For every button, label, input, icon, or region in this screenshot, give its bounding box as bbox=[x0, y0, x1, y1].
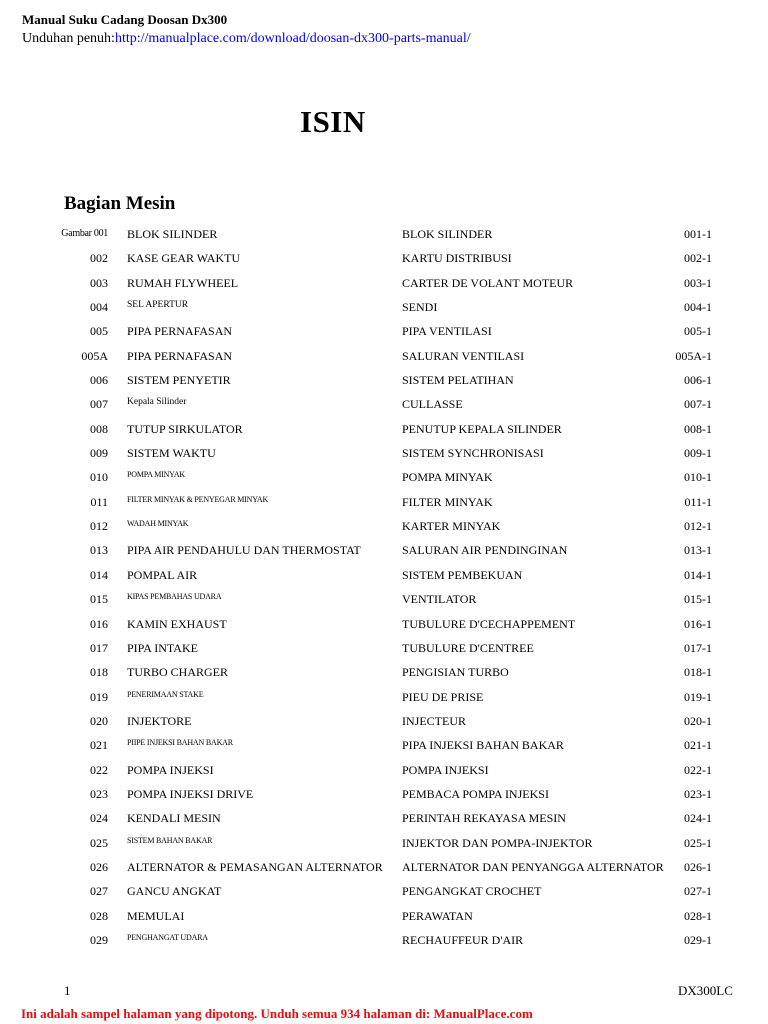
part-name: SISTEM PENYETIR bbox=[127, 373, 231, 388]
page-reference: 023-1 bbox=[684, 786, 712, 801]
page-reference: 019-1 bbox=[684, 689, 712, 704]
part-name-alt: KARTU DISTRIBUSI bbox=[402, 251, 512, 266]
part-name: KENDALI MESIN bbox=[127, 811, 221, 826]
figure-number: 013 bbox=[90, 543, 108, 558]
part-name: POMPAL AIR bbox=[127, 567, 198, 582]
download-link[interactable]: http://manualplace.com/download/doosan-dx300-parts-manual/ bbox=[114, 31, 471, 46]
figure-number: 006 bbox=[90, 373, 108, 388]
part-name: POMPA MINYAK bbox=[127, 470, 185, 480]
page-reference: 002-1 bbox=[684, 251, 712, 266]
toc-row bbox=[0, 834, 768, 858]
part-name-alt: POMPA INJEKSI bbox=[402, 762, 489, 777]
part-name-alt: PIPA INJEKSI BAHAN BAKAR bbox=[402, 738, 564, 753]
part-name-alt: BLOK SILINDER bbox=[402, 227, 493, 241]
part-name: GANCU ANGKAT bbox=[127, 884, 222, 899]
page-reference: 016-1 bbox=[684, 616, 712, 631]
part-name-alt: PIPA VENTILASI bbox=[402, 324, 492, 339]
page-reference: 029-1 bbox=[684, 932, 712, 947]
page-reference: 028-1 bbox=[684, 908, 712, 923]
figure-number: 027 bbox=[90, 884, 108, 899]
toc-row bbox=[0, 298, 768, 322]
figure-number: 019 bbox=[90, 689, 108, 704]
toc-row bbox=[0, 541, 768, 565]
figure-number: 009 bbox=[90, 446, 108, 461]
toc-row bbox=[0, 907, 768, 931]
part-name: TURBO CHARGER bbox=[127, 665, 229, 680]
part-name: TUTUP SIRKULATOR bbox=[127, 421, 243, 436]
part-name: PIPA PERNAFASAN bbox=[127, 348, 233, 363]
document-title: Manual Suku Cadang Doosan Dx300 bbox=[22, 12, 228, 27]
page-reference: 001-1 bbox=[684, 227, 712, 241]
part-name: PENGHANGAT UDARA bbox=[127, 932, 208, 942]
part-name: SEL APERTUR bbox=[127, 300, 189, 311]
part-name: MEMULAI bbox=[127, 908, 185, 923]
toc-row bbox=[0, 444, 768, 468]
part-name: BLOK SILINDER bbox=[127, 227, 218, 241]
toc-row bbox=[0, 225, 768, 249]
figure-number: 003 bbox=[90, 275, 108, 290]
part-name-alt: SALURAN AIR PENDINGINAN bbox=[402, 543, 568, 558]
page-reference: 003-1 bbox=[684, 275, 712, 290]
toc-row bbox=[0, 590, 768, 614]
figure-number: 004 bbox=[90, 300, 108, 315]
part-name-alt: PENUTUP KEPALA SILINDER bbox=[402, 421, 562, 436]
page-number: 1 bbox=[64, 983, 71, 998]
figure-number: 011 bbox=[90, 494, 108, 509]
page-reference: 015-1 bbox=[684, 592, 712, 607]
part-name: RUMAH FLYWHEEL bbox=[127, 275, 239, 290]
page-reference: 013-1 bbox=[684, 543, 712, 558]
part-name-alt: FILTER MINYAK bbox=[402, 494, 493, 509]
part-name: PIIPE INJEKSI BAHAN BAKAR bbox=[127, 738, 233, 748]
toc-row bbox=[0, 322, 768, 346]
figure-number: 007 bbox=[90, 397, 108, 412]
toc-row bbox=[0, 371, 768, 395]
figure-number: 008 bbox=[90, 421, 108, 436]
figure-number: 026 bbox=[90, 859, 108, 874]
figure-number: 021 bbox=[90, 738, 108, 753]
part-name-alt: ALTERNATOR DAN PENYANGGA ALTERNATOR bbox=[402, 859, 664, 874]
part-name: KIPAS PEMBAHAS UDARA bbox=[127, 592, 222, 602]
page-reference: 027-1 bbox=[684, 884, 712, 899]
part-name-alt: SISTEM PEMBEKUAN bbox=[402, 567, 523, 582]
part-name-alt: SISTEM PELATIHAN bbox=[402, 373, 514, 388]
toc-row bbox=[0, 931, 768, 955]
page-reference: 005-1 bbox=[684, 324, 712, 339]
part-name-alt: KARTER MINYAK bbox=[402, 519, 501, 534]
page-reference: 004-1 bbox=[684, 300, 712, 315]
toc-row bbox=[0, 882, 768, 906]
part-name: PIPA PERNAFASAN bbox=[127, 324, 233, 339]
part-name-alt: CULLASSE bbox=[402, 397, 463, 412]
part-name-alt: TUBULURE D'CENTREE bbox=[402, 640, 534, 655]
toc-row bbox=[0, 420, 768, 444]
toc-row bbox=[0, 809, 768, 833]
figure-number: 025 bbox=[90, 835, 108, 850]
page-reference: 011-1 bbox=[684, 494, 712, 509]
part-name: Kepala Silinder bbox=[127, 397, 187, 408]
toc-row bbox=[0, 347, 768, 371]
figure-number: 016 bbox=[90, 616, 108, 631]
page-reference: 017-1 bbox=[684, 640, 712, 655]
toc-row bbox=[0, 639, 768, 663]
part-name: POMPA INJEKSI DRIVE bbox=[127, 786, 254, 801]
section-heading: Bagian Mesin bbox=[64, 193, 176, 214]
part-name-alt: PENGISIAN TURBO bbox=[402, 665, 509, 680]
part-name: PIPA AIR PENDAHULU DAN THERMOSTAT bbox=[127, 543, 361, 558]
figure-number: 010 bbox=[90, 470, 108, 485]
part-name-alt: PERINTAH REKAYASA MESIN bbox=[402, 811, 566, 826]
toc-row bbox=[0, 712, 768, 736]
page-reference: 020-1 bbox=[684, 713, 712, 728]
page-reference: 009-1 bbox=[684, 446, 712, 461]
part-name-alt: TUBULURE D'CECHAPPEMENT bbox=[402, 616, 576, 631]
figure-number: 012 bbox=[90, 519, 108, 534]
figure-number: 022 bbox=[90, 762, 108, 777]
part-name: FILTER MINYAK & PENYEGAR MINYAK bbox=[127, 494, 269, 504]
toc-row bbox=[0, 736, 768, 760]
model-code: DX300LC bbox=[678, 983, 733, 998]
part-name-alt: PIEU DE PRISE bbox=[402, 689, 484, 704]
sample-notice: Ini adalah sampel halaman yang dipotong. Unduh semua 934 halaman di: ManualPlace.com bbox=[21, 1006, 533, 1021]
figure-number: 028 bbox=[90, 908, 108, 923]
figure-number: 023 bbox=[90, 786, 108, 801]
page-reference: 024-1 bbox=[684, 811, 712, 826]
part-name-alt: POMPA MINYAK bbox=[402, 470, 493, 485]
toc-row bbox=[0, 468, 768, 492]
page-reference: 005A-1 bbox=[675, 348, 712, 363]
figure-number: 015 bbox=[90, 592, 108, 607]
toc-row bbox=[0, 785, 768, 809]
figure-number: 018 bbox=[90, 665, 108, 680]
toc-row bbox=[0, 395, 768, 419]
part-name: KAMIN EXHAUST bbox=[127, 616, 227, 631]
figure-number: 014 bbox=[90, 567, 108, 582]
page-reference: 012-1 bbox=[684, 519, 712, 534]
toc-row bbox=[0, 249, 768, 273]
part-name: POMPA INJEKSI bbox=[127, 762, 214, 777]
page-reference: 006-1 bbox=[684, 373, 712, 388]
download-line bbox=[22, 31, 471, 47]
part-name: INJEKTORE bbox=[127, 713, 192, 728]
figure-number: Gambar 001 bbox=[61, 228, 108, 239]
figure-number: 024 bbox=[90, 811, 108, 826]
toc-row bbox=[0, 663, 768, 687]
figure-number: 029 bbox=[90, 932, 108, 947]
part-name: PIPA INTAKE bbox=[127, 640, 198, 655]
part-name-alt: PERAWATAN bbox=[402, 908, 473, 923]
page-reference: 014-1 bbox=[684, 567, 712, 582]
part-name-alt: SALURAN VENTILASI bbox=[402, 348, 525, 363]
part-name: KASE GEAR WAKTU bbox=[127, 251, 241, 266]
toc-row bbox=[0, 493, 768, 517]
toc-row bbox=[0, 274, 768, 298]
page-reference: 022-1 bbox=[684, 762, 712, 777]
toc-row bbox=[0, 517, 768, 541]
part-name-alt: INJECTEUR bbox=[402, 713, 466, 728]
toc-row bbox=[0, 858, 768, 882]
part-name-alt: PEMBACA POMPA INJEKSI bbox=[402, 786, 549, 801]
toc-row bbox=[0, 761, 768, 785]
page-reference: 026-1 bbox=[684, 859, 712, 874]
part-name: PENERIMAAN STAKE bbox=[127, 689, 204, 699]
part-name-alt: VENTILATOR bbox=[402, 592, 477, 607]
page-reference: 021-1 bbox=[684, 738, 712, 753]
page-reference: 008-1 bbox=[684, 421, 712, 436]
part-name-alt: SISTEM SYNCHRONISASI bbox=[402, 446, 544, 461]
toc-row bbox=[0, 566, 768, 590]
toc-row bbox=[0, 615, 768, 639]
download-label: Unduhan penuh: bbox=[22, 31, 115, 46]
part-name: ALTERNATOR & PEMASANGAN ALTERNATOR bbox=[127, 859, 383, 874]
figure-number: 020 bbox=[90, 713, 108, 728]
figure-number: 002 bbox=[90, 251, 108, 266]
part-name-alt: INJEKTOR DAN POMPA-INJEKTOR bbox=[402, 835, 593, 850]
page-reference: 010-1 bbox=[684, 470, 712, 485]
table-of-contents bbox=[0, 225, 768, 955]
part-name-alt: PENGANGKAT CROCHET bbox=[402, 884, 542, 899]
toc-row bbox=[0, 688, 768, 712]
page-reference: 007-1 bbox=[684, 397, 712, 412]
figure-number: 005 bbox=[90, 324, 108, 339]
contents-heading: ISIN bbox=[300, 104, 366, 139]
part-name: SISTEM WAKTU bbox=[127, 446, 216, 461]
part-name-alt: CARTER DE VOLANT MOTEUR bbox=[402, 275, 574, 290]
figure-number: 005A bbox=[81, 348, 108, 363]
part-name: SISTEM BAHAN BAKAR bbox=[127, 835, 213, 845]
part-name-alt: SENDI bbox=[402, 300, 438, 315]
page-reference: 025-1 bbox=[684, 835, 712, 850]
figure-number: 017 bbox=[90, 640, 108, 655]
part-name-alt: RECHAUFFEUR D'AIR bbox=[402, 932, 524, 947]
page-reference: 018-1 bbox=[684, 665, 712, 680]
part-name: WADAH MINYAK bbox=[127, 519, 189, 529]
